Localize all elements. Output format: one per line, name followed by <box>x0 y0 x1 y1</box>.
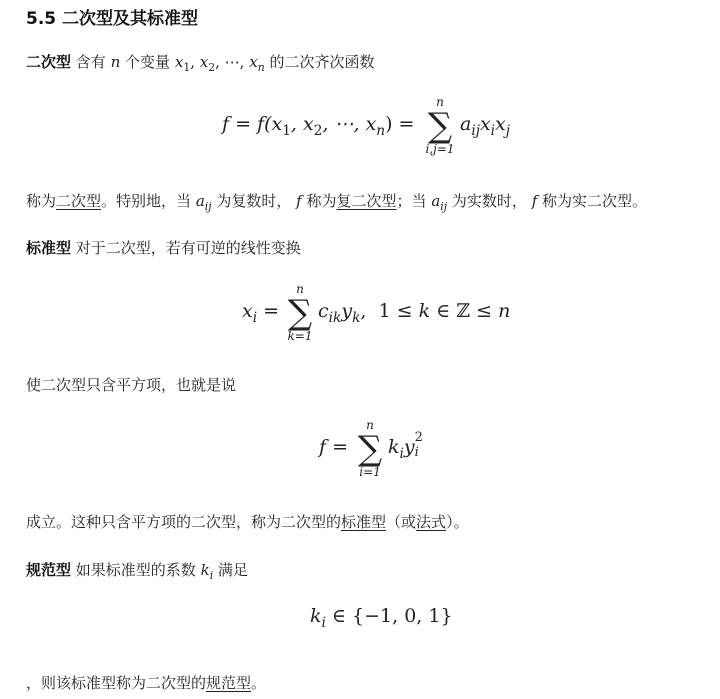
canonical-intro: 如果标准型的系数 <box>75 561 196 579</box>
sum-2-upper: n <box>296 282 304 296</box>
quadratic-form-formula <box>222 113 414 139</box>
var-xn: x <box>249 53 258 71</box>
coef-k: k <box>388 436 400 458</box>
transform-eq: = <box>263 300 280 322</box>
dots: ⋯ <box>224 53 240 71</box>
intro-text: 含有 <box>75 53 106 71</box>
summand-a: a <box>460 113 472 135</box>
var-y-sub: k <box>352 309 361 326</box>
quadratic-form-naming <box>26 191 647 217</box>
formula-dots: , ⋯, x <box>322 113 377 135</box>
var-x2-sub: 2 <box>208 60 216 74</box>
range-b: ∈ ℤ ≤ <box>430 300 499 322</box>
sum-operator-3 <box>352 419 388 479</box>
call-mid1: 。特别地，当 <box>101 192 192 210</box>
var-x2: x <box>199 53 209 71</box>
coef-a-sub: ij <box>204 199 212 213</box>
sigma-icon: ∑ <box>427 106 453 146</box>
transform-lhs: x <box>242 300 253 322</box>
quadratic-form-definition <box>26 52 374 78</box>
transform-lhs-block <box>242 300 279 326</box>
call-complex: 为复数时， <box>216 192 292 210</box>
call-real: 为实数时， <box>451 192 527 210</box>
formula-subn: n <box>376 122 386 139</box>
var-x1: x <box>174 53 184 71</box>
sum-2-lower: k=1 <box>287 329 313 343</box>
formula-mid: , x <box>290 113 314 135</box>
summand-xi: x <box>479 113 491 135</box>
tail-text: 的二次齐次函数 <box>269 53 375 71</box>
summand-xj: x <box>495 113 506 135</box>
normal-form-link[interactable]: 法式 <box>416 513 447 531</box>
var-y: y <box>341 300 353 322</box>
formula-k: k <box>310 605 322 627</box>
coef-a-2: a <box>431 192 441 210</box>
quadratic-form-summand <box>460 113 510 139</box>
var-x1-sub: 1 <box>183 60 191 74</box>
quadratic-form-link[interactable]: 二次型 <box>56 192 102 210</box>
range-n: n <box>498 300 511 322</box>
conclusion-end: 。 <box>251 674 267 692</box>
standard-form-definition <box>26 238 301 258</box>
call-end: 称为实二次型。 <box>542 192 648 210</box>
range-a: 1 ≤ <box>378 300 419 322</box>
canonical-form-term: 规范型 <box>26 561 72 579</box>
coef-c: c <box>318 300 329 322</box>
sep-1: , <box>190 53 195 71</box>
formula-rest: ∈ {−1, 0, 1} <box>325 605 453 627</box>
standard-form-link[interactable]: 标准型 <box>341 513 387 531</box>
sum-3-lower: i=1 <box>359 465 381 479</box>
satisfy-text: 满足 <box>217 561 248 579</box>
formula-lhs: f = f(x <box>222 113 283 135</box>
summand-xi-sub: i <box>490 122 496 139</box>
f-eq: = <box>332 436 349 458</box>
summand-xj-sub: j <box>505 122 511 139</box>
sum-operator-1 <box>420 96 460 156</box>
standard-formula-lhs <box>319 436 348 458</box>
sum-1-lower: i,j=1 <box>425 142 455 156</box>
formula-sub1: 1 <box>282 122 291 139</box>
canonical-conclusion <box>26 673 266 693</box>
transform-lhs-sub: i <box>252 309 258 326</box>
var-ysq: y <box>403 436 415 458</box>
summand-a-sub: ij <box>471 122 480 139</box>
canonical-k-sub: i <box>209 568 214 582</box>
transform-rhs <box>318 300 510 326</box>
sigma-icon: ∑ <box>357 429 383 469</box>
sum-3-upper: n <box>366 418 374 432</box>
variable-n: n <box>110 53 121 71</box>
canonical-form-definition <box>26 560 248 586</box>
var-ysq-sup: 2 <box>414 430 423 445</box>
standard-form-term: 标准型 <box>26 239 72 257</box>
formula-sub2: 2 <box>313 122 323 139</box>
sum-1-upper: n <box>436 95 444 109</box>
call-mid2: 称为 <box>306 192 337 210</box>
sep-2: , <box>215 53 220 71</box>
result-prefix: 成立。这种只含平方项的二次型，称为二次型的 <box>26 513 342 531</box>
coef-k-sub: i <box>399 445 404 462</box>
canonical-formula <box>310 605 453 631</box>
formula-close: ) = <box>385 113 415 135</box>
coef-c-sub: ik <box>328 309 342 326</box>
symbol-f-2: f <box>531 192 538 210</box>
sigma-icon: ∑ <box>287 293 313 333</box>
symbol-f: f <box>296 192 302 210</box>
result-paren-close: ）。 <box>446 513 469 531</box>
coef-a: a <box>195 192 205 210</box>
result-paren-open: （或 <box>386 513 417 531</box>
sum-operator-2 <box>282 283 318 343</box>
canonical-k: k <box>200 561 210 579</box>
complex-quadratic-form-link[interactable]: 复二次型 <box>336 192 397 210</box>
standard-form-result <box>26 512 469 532</box>
standard-intro: 对于二次型，若有可逆的线性变换 <box>75 239 301 257</box>
call-mid3: ；当 <box>396 192 427 210</box>
quadratic-form-term: 二次型 <box>26 53 72 71</box>
var-ysq-sub: i <box>414 445 419 460</box>
call-prefix: 称为 <box>26 192 57 210</box>
section-title: 5.5 二次型及其标准型 <box>26 9 199 29</box>
var-xn-sub: n <box>257 60 265 74</box>
coef-a-2-sub: ij <box>440 199 448 213</box>
standard-formula-rhs <box>388 430 424 462</box>
formula-k-sub: i <box>321 614 326 631</box>
count-text: 个变量 <box>125 53 171 71</box>
sep-3: , <box>239 53 245 71</box>
canonical-form-link[interactable]: 规范型 <box>206 674 252 692</box>
range-k: k <box>418 300 431 322</box>
make-square-text: 使二次型只含平方项，也就是说 <box>26 376 237 394</box>
f-lhs: f <box>319 436 327 458</box>
conclusion-prefix: ，则该标准型称为二次型的 <box>26 674 207 692</box>
transform-comma: , <box>360 300 367 322</box>
